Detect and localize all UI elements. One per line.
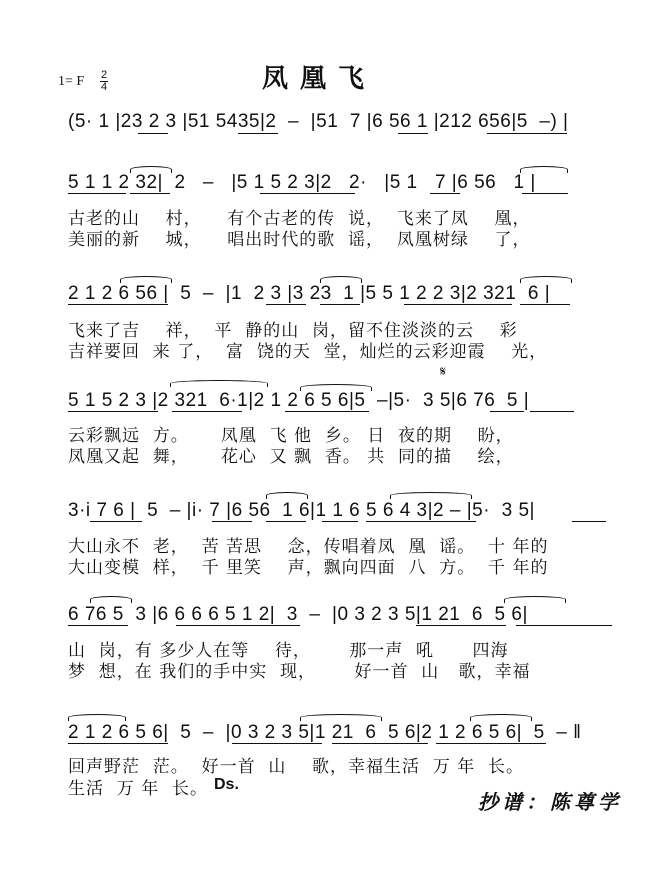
notation-line-7: 2 1 2 6 5 6| 5 – |0 3 2 3 5|1 21 6 5 6|2 1 2 6 5 6| 5 – ‖ [68, 722, 582, 743]
lyrics-line-4-verse-2: 凤凰又起 舞， 花心 又 飘 香。 共 同的描 绘， [68, 447, 514, 467]
lyrics-line-2-verse-2: 美丽的新 城， 唱出时代的歌 谣， 凤凰树绿 了， [68, 230, 531, 250]
time-signature-top: 2 [100, 69, 108, 81]
lyrics-line-6-verse-1: 山 岗，有 多少人在等 待， 那一声 吼 四海 [68, 641, 509, 661]
time-signature-bottom: 4 [100, 81, 108, 93]
notation-line-4: 5 1 5 2 3 |2 321 6·1|2 1 2 6 5 6|5 –|5· 3 5|6 76 5 | [68, 390, 530, 411]
notation-line-3: 2 1 2 6 56 | 5 – |1 2 3 |3 23 1 |5 5 1 2 2 3|2 321 6 | [68, 283, 551, 304]
lyrics-line-5-verse-1: 大山永不 老， 苦 苦思 念，传唱着凤 凰 谣。 十 年的 [68, 537, 549, 557]
segno-sign: 𝄋 [440, 364, 447, 380]
song-title: 凤凰飞 [262, 64, 377, 94]
lyrics-line-7-verse-1: 回声野茫 茫。 好一首 山 歌，幸福生活 万 年 长。 [68, 757, 525, 777]
lyrics-line-6-verse-2: 梦 想，在 我们的手中实 现， 好一首 山 歌，幸福 [68, 662, 531, 682]
time-signature [100, 70, 108, 92]
notation-line-5: 3·i 7 6 | 5 – |i· 7 |6 56 1 6|1 1 6 5 6 4 3|2 – |5· 3 5| [68, 500, 535, 521]
lyrics-line-3-verse-1: 飞来了吉 祥， 平 静的山 岗，留不住淡淡的云 彩 [68, 321, 518, 341]
lyrics-line-2-verse-1: 古老的山 村， 有个古老的传 说， 飞来了凤 凰， [68, 209, 531, 229]
notation-line-1: (5· 1 |23 2 3 |51 5435|2 – |51 7 |6 56 1 |212 656|5 –) | [68, 111, 569, 132]
lyrics-line-3-verse-2: 吉祥要回 来 了， 富 饶的天 堂，灿烂的云彩迎霞 光， [68, 342, 548, 362]
notation-line-2: 5 1 1 2 32| 2 – |5 1 5 2 3|2 2· |5 1 7 |6 56 1 | [68, 172, 536, 193]
ds-marker: Ds. [214, 776, 239, 793]
transcriber-credit: 抄谱：陈尊学 [478, 790, 622, 814]
lyrics-line-4-verse-1: 云彩飘远 方。 凤凰 飞 他 乡。 日 夜的期 盼， [68, 426, 514, 446]
lyrics-line-5-verse-2: 大山变模 样， 千 里笑 声，飘向四面 八 方。 千 年的 [68, 558, 549, 578]
notation-line-6: 6 76 5 3 |6 6 6 6 5 1 2| 3 – |0 3 2 3 5|1 21 6 5 6| [68, 604, 528, 625]
lyrics-line-7-verse-2: 生活 万 年 长。 [68, 779, 209, 799]
key-signature: 1= F [58, 74, 85, 89]
